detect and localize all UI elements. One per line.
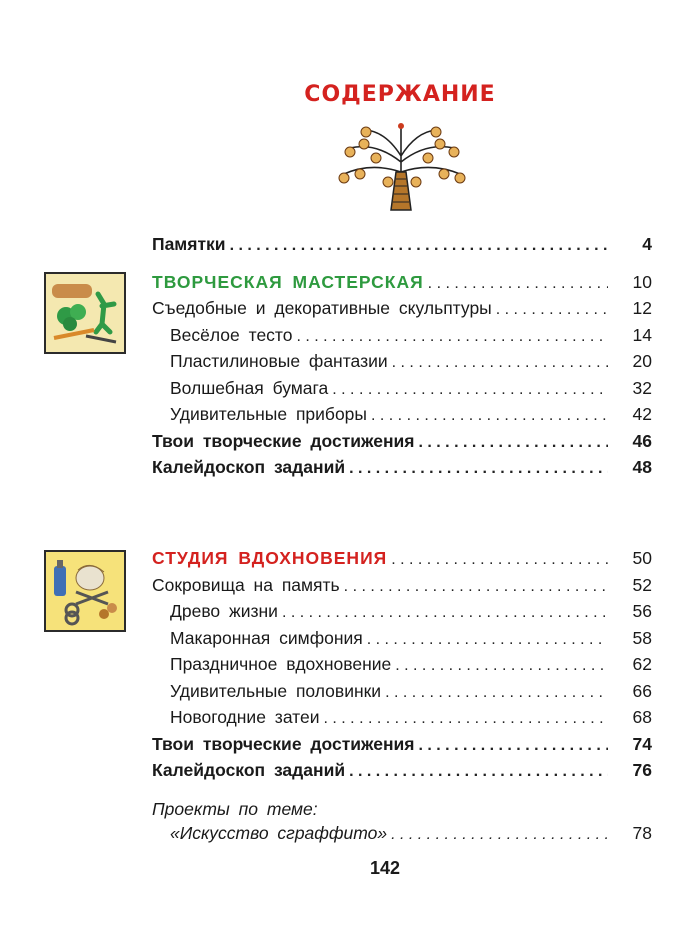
craft-tools-icon xyxy=(44,550,126,632)
toc-entry[interactable]: Сокровища на память . . . 52 xyxy=(152,575,652,602)
page-title: СОДЕРЖАНИЕ xyxy=(304,82,496,107)
toc-entry[interactable]: Калейдоскоп заданий . . . 48 xyxy=(152,457,652,484)
toc-section-1 xyxy=(152,234,652,484)
toc-entry[interactable]: Пластилиновые фантазии . . . 20 xyxy=(152,351,652,378)
toc-entry[interactable]: Волшебная бумага . . . 32 xyxy=(152,378,652,405)
toc-entry[interactable]: «Искусство сграффито» . . . 78 xyxy=(152,823,652,850)
toc-entry[interactable]: СТУДИЯ ВДОХНОВЕНИЯ . . . 50 xyxy=(152,548,652,575)
dough-sculpture-icon xyxy=(44,272,126,354)
toc-entry[interactable]: Удивительные половинки . . . 66 xyxy=(152,681,652,708)
toc-entry[interactable]: Макаронная симфония . . . 58 xyxy=(152,628,652,655)
toc-entry[interactable]: Праздничное вдохновение . . . 62 xyxy=(152,654,652,681)
toc-entry[interactable]: Древо жизни . . . 56 xyxy=(152,601,652,628)
toc-entry[interactable]: Весёлое тесто . . . 14 xyxy=(152,325,652,352)
projects-label: Проекты по теме: xyxy=(152,798,318,819)
toc-entry[interactable]: Удивительные приборы . . . 42 xyxy=(152,404,652,431)
toc-entry[interactable]: Калейдоскоп заданий . . . 76 xyxy=(152,760,652,787)
toc-entry[interactable]: ТВОРЧЕСКАЯ МАСТЕРСКАЯ . . . 10 xyxy=(152,272,652,299)
toc-entry[interactable]: Новогодние затеи . . . 68 xyxy=(152,707,652,734)
toc-entry[interactable]: Памятки . . . 4 xyxy=(152,234,652,261)
cherry-tree-icon xyxy=(336,122,466,214)
page-number: 142 xyxy=(369,858,401,878)
toc-entry[interactable]: Твои творческие достижения . . . 46 xyxy=(152,431,652,458)
toc-entry[interactable]: Твои творческие достижения . . . 74 xyxy=(152,734,652,761)
toc-entry[interactable]: Съедобные и декоративные скульптуры . . . 12 xyxy=(152,298,652,325)
toc-section-2 xyxy=(152,548,652,849)
